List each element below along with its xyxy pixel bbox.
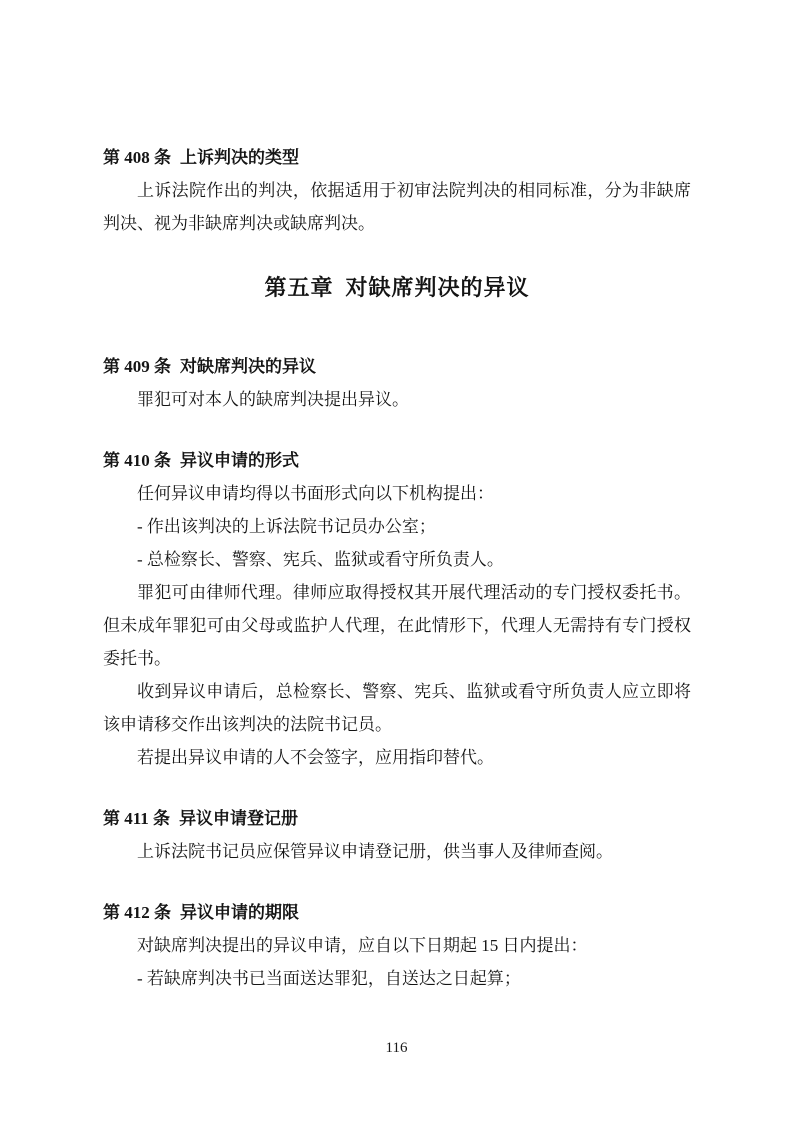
article-408-heading (103, 141, 691, 174)
chapter-heading (103, 268, 691, 308)
article-410-heading (103, 444, 691, 477)
page-number: 116 (385, 1040, 408, 1056)
article-409-number: 第 409 条 (103, 357, 171, 376)
article-410-title: 异议申请的形式 (180, 451, 299, 470)
article-409-heading (103, 350, 691, 383)
article-408-paragraph-1: 上诉法院作出的判决，依据适用于初审法院判决的相同标准，分为非缺席判决、视为非缺席判决或缺席判决。 (103, 181, 691, 233)
article-411 (103, 802, 691, 868)
article-411-title: 异议申请登记册 (179, 809, 299, 828)
article-411-heading (103, 802, 691, 835)
article-409-title: 对缺席判决的异议 (180, 357, 316, 376)
article-412-paragraph-1: 对缺席判决提出的异议申请，应自以下日期起 15 日内提出： (137, 936, 588, 955)
article-410-paragraph-2: 罪犯可由律师代理。律师应取得授权其开展代理活动的专门授权委托书。但未成年罪犯可由父母或监护人代理，在此情形下，代理人无需持有专门授权委托书。 (103, 583, 691, 668)
article-410-paragraph-4: 若提出异议申请的人不会签字，应用指印替代。 (137, 748, 494, 767)
article-409-paragraph-1: 罪犯可对本人的缺席判决提出异议。 (137, 390, 409, 409)
chapter-title: 对缺席判决的异议 (345, 275, 530, 300)
chapter-number: 第五章 (264, 275, 334, 300)
article-408 (103, 141, 691, 240)
article-408-number: 第 408 条 (103, 148, 171, 167)
article-409 (103, 350, 691, 416)
article-410-list-item-1: - 作出该判决的上诉法院书记员办公室； (137, 517, 436, 536)
article-411-paragraph-1: 上诉法院书记员应保管异议申请登记册，供当事人及律师查阅。 (137, 842, 613, 861)
article-412-number: 第 412 条 (103, 903, 171, 922)
article-412-list-item-1: - 若缺席判决书已当面送达罪犯，自送达之日起算； (137, 969, 521, 988)
page-footer (0, 1038, 793, 1058)
article-411-number: 第 411 条 (103, 809, 171, 828)
article-412 (103, 896, 691, 995)
article-410-number: 第 410 条 (103, 451, 171, 470)
article-410-paragraph-3: 收到异议申请后，总检察长、警察、宪兵、监狱或看守所负责人应立即将该申请移交作出该判决的法院书记员。 (103, 682, 691, 734)
article-410-list-item-2: - 总检察长、警察、宪兵、监狱或看守所负责人。 (137, 550, 504, 569)
article-410-paragraph-1: 任何异议申请均得以书面形式向以下机构提出： (137, 484, 494, 503)
article-410 (103, 444, 691, 774)
article-412-title: 异议申请的期限 (180, 903, 299, 922)
article-408-title: 上诉判决的类型 (180, 148, 299, 167)
article-412-heading (103, 896, 691, 929)
